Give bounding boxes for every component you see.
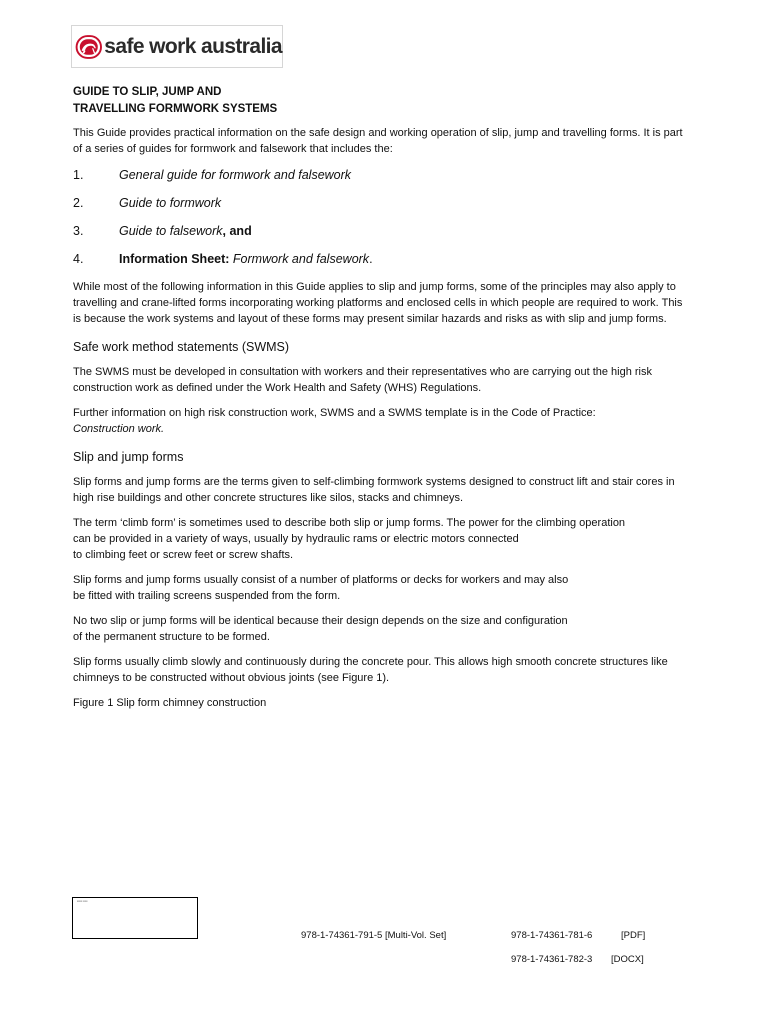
isbn-docx: 978-1-74361-782-3 bbox=[511, 954, 593, 965]
title-line-1: GUIDE TO SLIP, JUMP AND bbox=[73, 86, 222, 98]
intro-paragraph: This Guide provides practical information on the safe design and working operation of slip, jump and travelling forms. It is part of a series of guides for formwork and falsework that includes the: bbox=[73, 127, 683, 155]
swms-heading: Safe work method statements (SWMS) bbox=[73, 340, 290, 354]
document-body bbox=[73, 84, 693, 720]
list-suffix: . bbox=[369, 252, 373, 266]
list-number: 1. bbox=[73, 168, 84, 182]
list-item bbox=[73, 251, 693, 267]
platforms-paragraph bbox=[73, 572, 693, 604]
logo-wordmark: safe work australia bbox=[104, 34, 282, 58]
guide-list bbox=[73, 167, 693, 267]
paragraph-line: to climbing feet or screw feet or screw shafts. bbox=[73, 549, 294, 561]
slip-forms-paragraph: Slip forms and jump forms are the terms given to self-climbing formwork systems designed to construct lift and stair cores in high rise buildings and other concrete structures like silos, stacks and chimneys. bbox=[73, 476, 675, 504]
paragraph-line: Slip forms and jump forms usually consist of a number of platforms or decks for workers and may also bbox=[73, 574, 569, 586]
further-info-paragraph bbox=[73, 405, 693, 437]
slip-jump-heading: Slip and jump forms bbox=[73, 450, 184, 464]
list-suffix: , and bbox=[222, 224, 252, 238]
climb-slowly-paragraph: Slip forms usually climb slowly and continuously during the concrete pour. This allows high smooth concrete structures like chimneys to be constructed without obvious joints (see Figure 1). bbox=[73, 656, 668, 684]
paragraph-line: can be provided in a variety of ways, usually by hydraulic rams or electric motors connected bbox=[73, 533, 519, 545]
list-item bbox=[73, 167, 693, 183]
swms-paragraph: The SWMS must be developed in consultation with workers and their representatives who are carrying out the high risk construction work as defined under the Work Health and Safety (WHS) Regulations. bbox=[73, 366, 653, 394]
safe-work-australia-logo bbox=[71, 25, 283, 68]
paragraph-line: of the permanent structure to be formed. bbox=[73, 631, 270, 643]
isbn-multi-vol: 978-1-74361-791-5 [Multi-Vol. Set] bbox=[301, 930, 447, 941]
document-title bbox=[73, 84, 693, 118]
list-number: 4. bbox=[73, 252, 84, 266]
list-text: Formwork and falsework bbox=[232, 252, 370, 266]
footer-box bbox=[72, 897, 198, 939]
code-of-practice-title: Construction work. bbox=[73, 423, 165, 435]
no-two-forms-paragraph bbox=[73, 613, 693, 645]
list-number: 3. bbox=[73, 224, 84, 238]
list-number: 2. bbox=[73, 196, 84, 210]
list-text: Guide to falsework bbox=[119, 224, 223, 238]
list-text: General guide for formwork and falsework bbox=[119, 168, 352, 182]
list-text: Guide to formwork bbox=[119, 196, 222, 210]
kangaroo-emblem-icon bbox=[74, 27, 102, 67]
list-prefix: Information Sheet: bbox=[119, 252, 233, 266]
footer-box-fine-print: ▪▪▪▪▪ ▪▪▪▪ bbox=[77, 899, 88, 903]
isbn-pdf: 978-1-74361-781-6 bbox=[511, 930, 593, 941]
further-info-text: Further information on high risk construction work, SWMS and a SWMS template is in the Code of Practice: bbox=[73, 407, 596, 419]
paragraph-line: The term ‘climb form’ is sometimes used to describe both slip or jump forms. The power for the climbing operation bbox=[73, 517, 626, 529]
figure-caption: Figure 1 Slip form chimney construction bbox=[73, 697, 267, 709]
pdf-label: [PDF] bbox=[621, 930, 646, 941]
docx-label: [DOCX] bbox=[611, 954, 644, 965]
paragraph-line: No two slip or jump forms will be identical because their design depends on the size and configuration bbox=[73, 615, 568, 627]
list-item bbox=[73, 195, 693, 211]
list-item bbox=[73, 223, 693, 239]
scope-paragraph: While most of the following information in this Guide applies to slip and jump forms, some of the principles may also apply to travelling and crane-lifted forms incorporating working platforms and enclosed cells in which people are required to work. This is because the work systems and layout of these forms may present similar hazards and risks as with slip and jump forms. bbox=[73, 281, 683, 325]
paragraph-line: be fitted with trailing screens suspended from the form. bbox=[73, 590, 341, 602]
title-line-2: TRAVELLING FORMWORK SYSTEMS bbox=[73, 103, 278, 115]
climb-form-paragraph bbox=[73, 515, 693, 563]
